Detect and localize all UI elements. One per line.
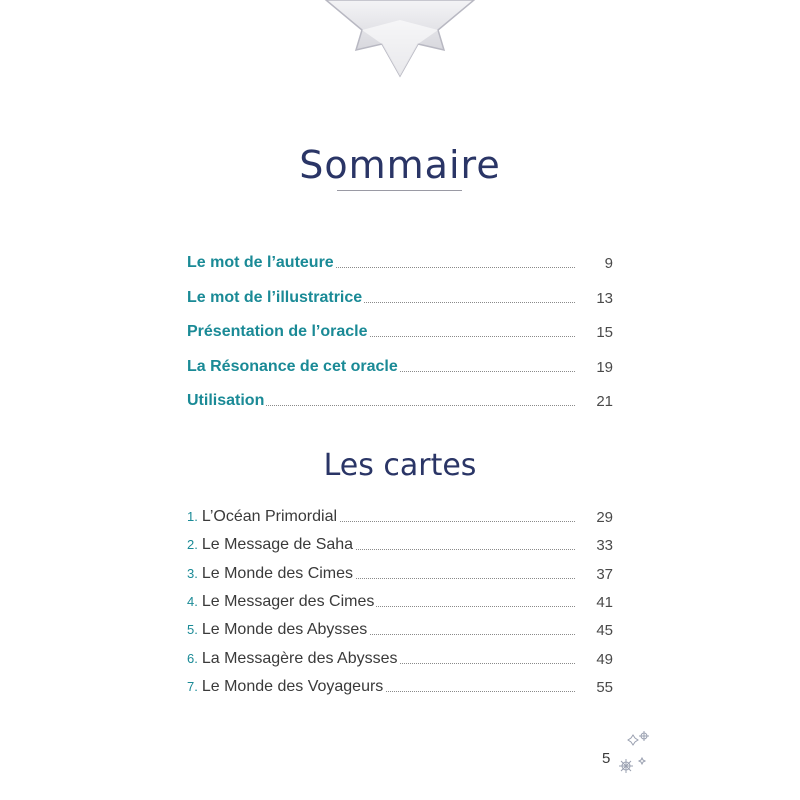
toc-row[interactable]: [187, 356, 613, 380]
section-title-cards: Les cartes: [323, 448, 477, 483]
toc-page-number: 55: [596, 678, 613, 696]
toc-row[interactable]: [187, 287, 613, 311]
toc-page-number: 29: [596, 509, 613, 526]
toc-entry-label: [187, 565, 355, 583]
toc-entry-label: [187, 621, 369, 639]
title-divider: [337, 190, 462, 191]
toc-entry-label: [187, 650, 400, 668]
toc-entry-label: La Résonance de cet oracle: [187, 357, 398, 375]
toc-page-number: 45: [596, 622, 613, 640]
card-title: L’Océan Primordial: [201, 508, 338, 525]
sparkles-icon: [617, 726, 653, 776]
toc-entry-label: [187, 678, 385, 696]
card-number: 2.: [187, 537, 198, 553]
card-number: 4.: [187, 593, 198, 609]
toc-page-number: 37: [596, 565, 613, 583]
star-ornament-icon: [322, 0, 478, 80]
toc-row[interactable]: [187, 648, 613, 672]
card-title: Le Message de Saha: [201, 536, 354, 554]
toc-row[interactable]: [187, 252, 613, 276]
card-title: Le Monde des Abysses: [201, 621, 368, 639]
toc-page-number: 19: [596, 358, 613, 376]
toc-row[interactable]: [187, 390, 613, 414]
card-title: Le Messager des Cimes: [201, 592, 375, 610]
card-number: 1.: [187, 509, 198, 524]
toc-page-number: 41: [596, 593, 613, 611]
card-number: 5.: [187, 622, 198, 638]
card-title: Le Monde des Voyageurs: [201, 677, 384, 695]
card-number: 3.: [187, 565, 198, 581]
card-number: 6.: [187, 650, 198, 666]
toc-row[interactable]: [187, 619, 613, 643]
page-title: Sommaire: [299, 143, 501, 188]
toc-page-number: 33: [596, 537, 613, 555]
toc-row[interactable]: [187, 563, 613, 587]
toc-entry-label: Utilisation: [187, 392, 265, 409]
toc-entry-label: Présentation de l’oracle: [187, 323, 368, 340]
toc-entry-label: Le mot de l’auteure: [187, 254, 334, 271]
toc-page-number: 49: [596, 650, 613, 668]
toc-row[interactable]: [187, 676, 613, 700]
page-number: 5: [602, 750, 611, 767]
card-title: La Messagère des Abysses: [201, 649, 398, 667]
toc-page-number: 9: [604, 255, 613, 272]
toc-page-number: 21: [596, 393, 613, 410]
toc-entry-label: [187, 536, 355, 554]
card-number: 7.: [187, 678, 198, 694]
toc-entry-label: [187, 593, 376, 611]
toc-entry-label: [187, 508, 339, 526]
toc-page-number: 13: [596, 289, 613, 307]
toc-row[interactable]: [187, 534, 613, 558]
toc-page-number: 15: [596, 324, 613, 341]
toc-row[interactable]: [187, 591, 613, 615]
toc-entry-label: Le mot de l’illustratrice: [187, 288, 363, 306]
card-title: Le Monde des Cimes: [201, 564, 354, 582]
toc-row[interactable]: [187, 506, 613, 530]
toc-row[interactable]: [187, 321, 613, 345]
